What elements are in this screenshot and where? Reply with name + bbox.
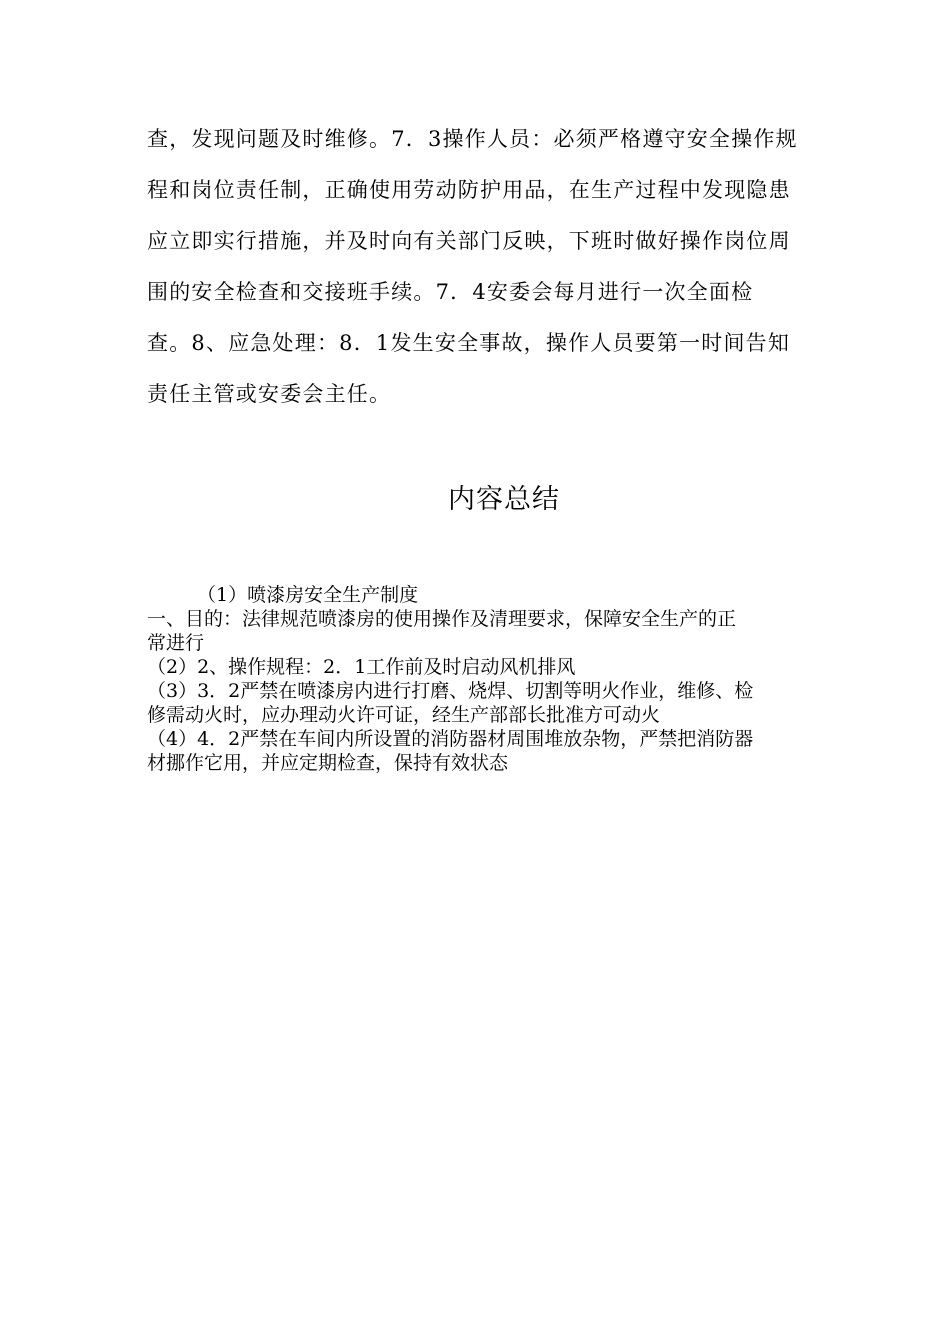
body-line: 查。8、应急处理：8．1发生安全事故，操作人员要第一时间告知 bbox=[147, 331, 791, 355]
body-line: 程和岗位责任制，正确使用劳动防护用品，在生产过程中发现隐患 bbox=[147, 178, 791, 202]
summary-line: （4）4．2严禁在车间内所设置的消防器材周围堆放杂物，严禁把消防器 bbox=[147, 728, 754, 750]
summary-title: 内容总结 bbox=[448, 484, 560, 515]
body-line: 查，发现问题及时维修。7．3操作人员：必须严格遵守安全操作规 bbox=[147, 127, 798, 151]
body-line: 责任主管或安委会主任。 bbox=[147, 382, 392, 406]
summary-line: 材挪作它用，并应定期检查，保持有效状态 bbox=[147, 752, 509, 774]
summary-line: 修需动火时，应办理动火许可证，经生产部部长批准方可动火 bbox=[147, 704, 661, 726]
summary-line: 常进行 bbox=[147, 632, 205, 654]
summary-line: （2）2、操作规程：2．1工作前及时启动风机排风 bbox=[147, 656, 576, 678]
body-text bbox=[147, 114, 807, 420]
body-line: 应立即实行措施，并及时向有关部门反映，下班时做好操作岗位周 bbox=[147, 229, 791, 253]
summary-list bbox=[147, 583, 812, 775]
body-line: 围的安全检查和交接班手续。7．4安委会每月进行一次全面检 bbox=[147, 280, 754, 304]
summary-line: （1）喷漆房安全生产制度 bbox=[197, 584, 419, 606]
summary-line: 一、目的：法律规范喷漆房的使用操作及清理要求，保障安全生产的正 bbox=[147, 608, 737, 630]
summary-line: （3）3．2严禁在喷漆房内进行打磨、烧焊、切割等明火作业，维修、检 bbox=[147, 680, 754, 702]
